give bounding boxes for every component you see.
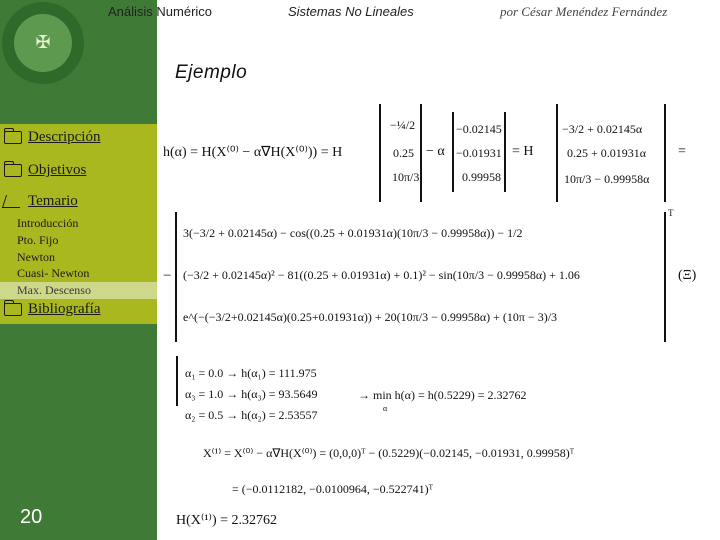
vector1-right-bracket xyxy=(420,104,422,202)
result-bot: 10π/3 − 0.99958α xyxy=(564,172,650,186)
x1-line-2: = (−0.0112182, −0.0100964, −0.522741)ᵀ xyxy=(232,482,433,496)
system-row-3: α₂ = 0.5 → h(α₂) = 2.53557 xyxy=(185,408,318,422)
system-row-1: α₁ = 0.0 → h(α₁) = 111.975 xyxy=(185,366,317,380)
big-transpose: T xyxy=(668,208,674,218)
big-right-bracket xyxy=(664,212,666,342)
author-credit: por César Menéndez Fernández xyxy=(500,4,668,19)
nav-item-temario[interactable] xyxy=(4,193,78,210)
nav-item-objetivos[interactable] xyxy=(4,162,86,179)
vector1-top: −¼/2 xyxy=(390,118,416,132)
sidebar xyxy=(0,0,157,540)
min-subscript: α xyxy=(383,404,388,413)
big-tag: (Ξ) xyxy=(678,268,697,283)
vector1-left-bracket xyxy=(379,104,381,202)
result-top: −3/2 + 0.02145α xyxy=(562,122,643,136)
big-prefix: − xyxy=(163,268,172,284)
result-mid: 0.25 + 0.01931α xyxy=(567,146,647,160)
subitem-cuasi-newton[interactable]: Cuasi- Newton xyxy=(17,266,90,280)
system-brace xyxy=(176,356,178,406)
vector1-mid: 0.25 xyxy=(393,146,414,160)
big-left-bracket xyxy=(175,212,177,342)
page-number: 20 xyxy=(20,506,43,528)
subitem-max-descenso[interactable]: Max. Descenso xyxy=(17,283,91,297)
minus-alpha: − α xyxy=(426,144,445,159)
folder-icon xyxy=(4,164,22,177)
folder-icon xyxy=(4,303,22,316)
nav-item-label: Temario xyxy=(28,193,78,209)
result-left-bracket xyxy=(556,104,558,202)
subitem-newton[interactable]: Newton xyxy=(17,250,55,264)
nav-item-descripcion[interactable] xyxy=(4,129,100,146)
equals-h: = H xyxy=(512,144,534,159)
subitem-punto-fijo[interactable]: Pto. Fijo xyxy=(17,233,59,247)
slide-title: Ejemplo xyxy=(175,62,248,83)
gradient-mid: −0.01931 xyxy=(456,146,502,160)
slide-header xyxy=(0,0,720,30)
min-result: → min h(α) = h(0.5229) = 2.32762 xyxy=(358,388,527,402)
h-final: H(X⁽¹⁾) = 2.32762 xyxy=(176,513,278,528)
h-alpha-definition: h(α) = H(X⁽⁰⁾ − α∇H(X⁽⁰⁾)) = H xyxy=(163,145,343,160)
gradient-left-bracket xyxy=(452,112,454,192)
nav-item-label: Objetivos xyxy=(28,162,87,178)
x1-line-1: X⁽¹⁾ = X⁽⁰⁾ − α∇H(X⁽⁰⁾) = (0,0,0)ᵀ − (0.5229)(−0.02145, −0.01931, 0.99958)ᵀ xyxy=(203,446,575,460)
equals-end: = xyxy=(678,144,686,159)
nav-item-bibliografia[interactable] xyxy=(4,301,100,318)
nav-item-label: Bibliografía xyxy=(28,301,101,317)
system-row-2: α₃ = 1.0 → h(α₃) = 93.5649 xyxy=(185,387,318,401)
big-row-2: (−3/2 + 0.02145α)² − 81((0.25 + 0.01931α) + 0.1)² − sin(10π/3 − 0.99958α) + 1.06 xyxy=(183,268,580,282)
crest-icon: ✠ xyxy=(35,32,51,53)
topic-title: Sistemas No Lineales xyxy=(288,4,414,19)
big-row-3: e^(−(−3/2+0.02145α)(0.25+0.01931α)) + 20(10π/3 − 0.99958α) + (10π − 3)/3 xyxy=(183,310,558,324)
nav-item-label: Descripción xyxy=(28,129,101,145)
gradient-bot: 0.99958 xyxy=(462,170,501,184)
big-row-1: 3(−3/2 + 0.02145α) − cos((0.25 + 0.01931α)(10π/3 − 0.99958α)) − 1/2 xyxy=(183,226,523,240)
subitem-introduccion[interactable]: Introducción xyxy=(17,216,79,230)
result-right-bracket xyxy=(664,104,666,202)
folder-icon xyxy=(4,131,22,144)
vector1-bot: 10π/3 xyxy=(392,170,420,184)
gradient-right-bracket xyxy=(504,112,506,192)
open-folder-icon xyxy=(2,195,24,208)
course-title: Análisis Numérico xyxy=(108,4,213,19)
gradient-top: −0.02145 xyxy=(456,122,502,136)
